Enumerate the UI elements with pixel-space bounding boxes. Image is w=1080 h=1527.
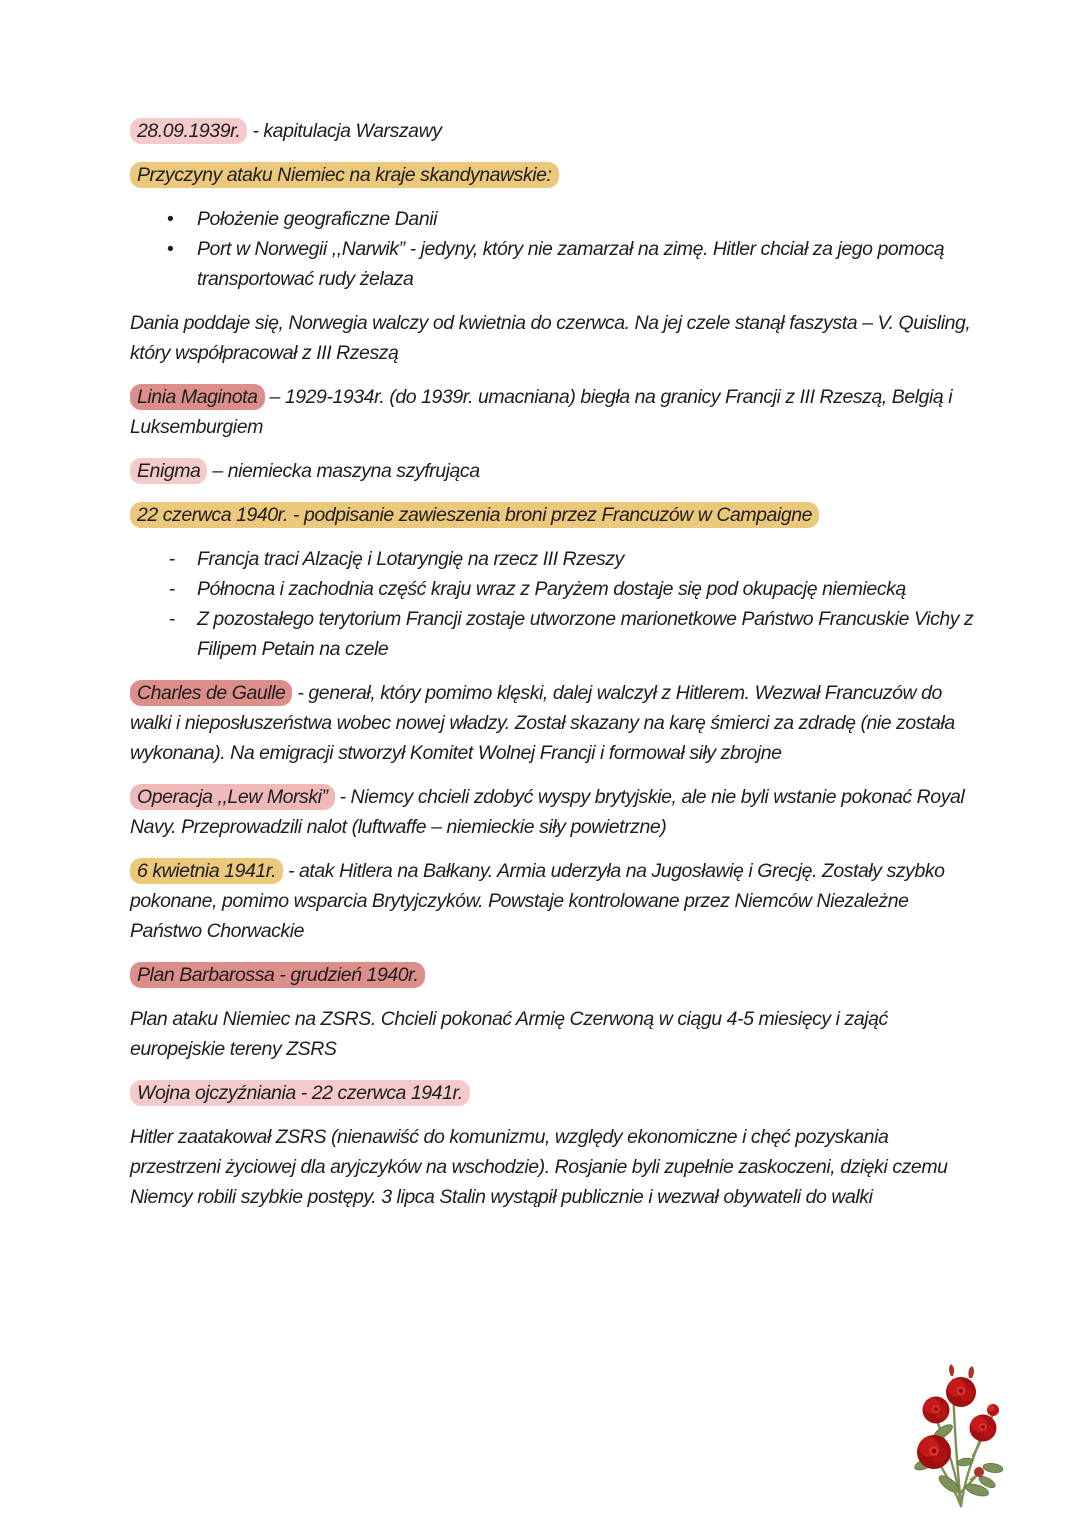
document-content — [130, 116, 978, 1226]
highlighted-text: 28.09.1939r. — [130, 118, 247, 144]
highlighted-text: Enigma — [130, 458, 207, 484]
patriotic-war-heading — [130, 1078, 978, 1108]
text-run: - generał, który pomimo klęski, dalej walczył z Hitlerem. Wezwał Francuzów do walki i nieposłuszeństwa wobec nowej władzy. Został skazany na karę śmierci za zdradę (nie została wykonana). Na emigracji stworzył Komitet Wolnej Francji i formował siły zbrojne — [130, 682, 955, 764]
text-run: - kapitulacja Warszawy — [247, 120, 442, 142]
patriotic-war-body — [130, 1122, 978, 1212]
text-run: – niemiecka maszyna szyfrująca — [207, 460, 480, 482]
text-run: Plan ataku Niemiec na ZSRS. Chcieli pokonać Armię Czerwoną w ciągu 4-5 miesięcy i zająć europejskie tereny ZSRS — [130, 1008, 888, 1060]
plan-barbarossa-heading — [130, 960, 978, 990]
highlighted-text: Operacja ,,Lew Morski” — [130, 784, 335, 810]
list-item: - Północna i zachodnia część kraju wraz z Paryżem dostaje się pod okupację niemiecką — [197, 574, 978, 604]
rose-illustration — [903, 1360, 1015, 1508]
highlighted-text: Plan Barbarossa - grudzień 1940r. — [130, 962, 425, 988]
scandinavia-reasons — [130, 204, 978, 294]
text-run: - atak Hitlera na Bałkany. Armia uderzyła na Jugosławię i Grecję. Zostały szybko pokonane, pomimo wsparcia Brytyjczyków. Powstaje kontrolowane przez Niemców Niezależne Państwo Chorwackie — [130, 860, 945, 942]
text-run: Dania poddaje się, Norwegia walczy od kwietnia do czerwca. Na jej czele stanął faszysta – V. Quisling, który współpracował z III Rzeszą — [130, 312, 971, 364]
denmark-norway — [130, 308, 978, 368]
list-item: - Z pozostałego terytorium Francji zostaje utworzone marionetkowe Państwo Francuskie Vichy z Filipem Petain na czele — [197, 604, 978, 664]
armistice-consequences — [130, 544, 978, 664]
text-run: – 1929-1934r. (do 1939r. umacniana) biegła na granicy Francji z III Rzeszą, Belgią i Luksemburgiem — [130, 386, 953, 438]
operation-sea-lion — [130, 782, 978, 842]
highlighted-text: Wojna ojczyźniania - 22 czerwca 1941r. — [130, 1080, 470, 1106]
balkans-attack — [130, 856, 978, 946]
text-run: Hitler zaatakował ZSRS (nienawiść do komunizmu, względy ekonomiczne i chęć pozyskania przestrzeni życiowej dla aryjczyków na wschodzie). Rosjanie byli zupełnie zaskoczeni, dzięki czemu Niemcy robili szybkie postępy. 3 lipca Stalin wystąpił publicznie i wezwał obywateli do walki — [130, 1126, 948, 1208]
list-item: • Port w Norwegii ,,Narwik” - jedyny, który nie zamarzał na zimę. Hitler chciał za jego pomocą transportować rudy żelaza — [197, 234, 978, 294]
plan-barbarossa-body — [130, 1004, 978, 1064]
armistice-1940-heading — [130, 500, 978, 530]
text-run: - Niemcy chcieli zdobyć wyspy brytyjskie, ale nie byli wstanie pokonać Royal Navy. Przeprowadzili nalot (luftwaffe – niemieckie siły powietrzne) — [130, 786, 965, 838]
highlighted-text: Linia Maginota — [130, 384, 265, 410]
highlighted-text: 6 kwietnia 1941r. — [130, 858, 283, 884]
enigma — [130, 456, 978, 486]
highlighted-text: 22 czerwca 1940r. - podpisanie zawieszenia broni przez Francuzów w Campaigne — [130, 502, 819, 528]
scandinavia-attack-heading — [130, 160, 978, 190]
rose-image — [903, 1360, 1015, 1508]
list-item: • Położenie geograficzne Danii — [197, 204, 978, 234]
warsaw-capitulation — [130, 116, 978, 146]
highlighted-text: Przyczyny ataku Niemiec na kraje skandynawskie: — [130, 162, 559, 188]
highlighted-text: Charles de Gaulle — [130, 680, 292, 706]
maginot-line — [130, 382, 978, 442]
list-item: - Francja traci Alzację i Lotaryngię na rzecz III Rzeszy — [197, 544, 978, 574]
charles-de-gaulle — [130, 678, 978, 768]
